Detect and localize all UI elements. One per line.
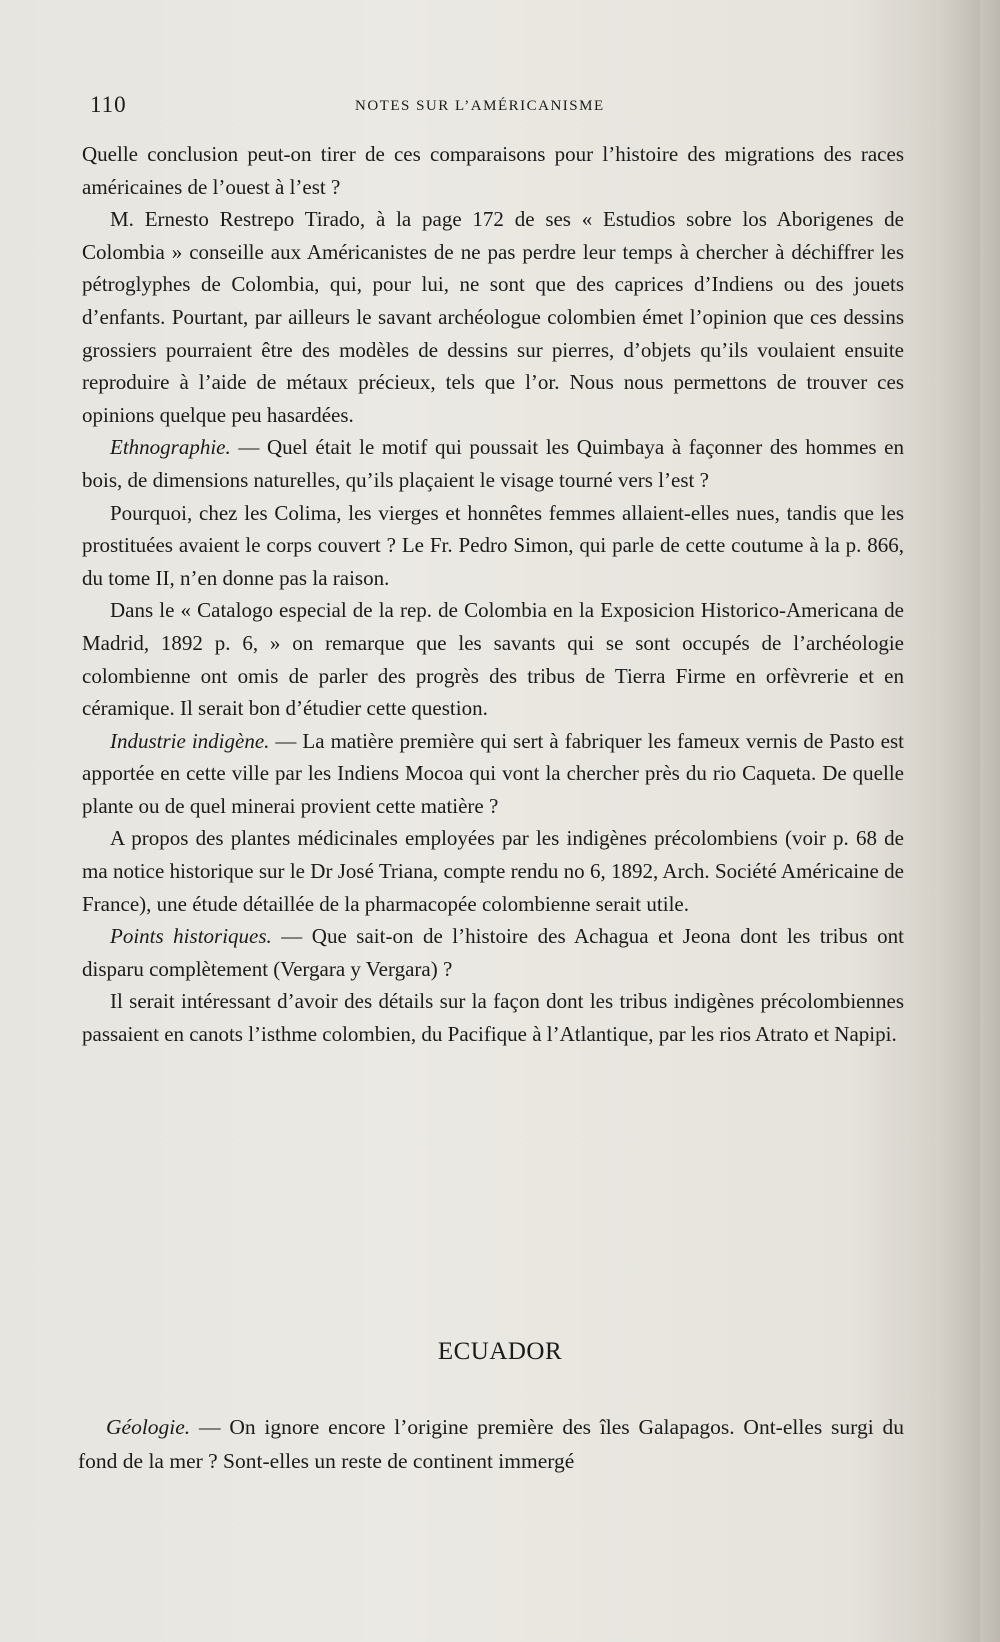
page-number: 110 xyxy=(90,92,127,117)
paragraph xyxy=(82,138,904,203)
paragraph xyxy=(82,431,904,496)
paragraph-text: — Quel était le motif qui poussait les Quimbaya à façonner des hommes en bois, de dimensions naturelles, qu’ils plaçaient le visage tourné vers l’est ? xyxy=(82,435,904,492)
paragraph-text: — On ignore encore l’origine première des îles Galapagos. Ont-elles surgi du fond de la mer ? Sont-elles un reste de continent immergé xyxy=(78,1415,904,1473)
paragraph xyxy=(78,1410,904,1478)
running-head: NOTES SUR L’AMÉRICANISME xyxy=(355,98,605,114)
paragraph xyxy=(82,497,904,595)
paragraph-text: A propos des plantes médicinales employées par les indigènes précolombiens (voir p. 68 de ma notice historique sur le Dr José Triana, compte rendu no 6, 1892, Arch. Société Américaine de France), une étude détaillée de la pharmacopée colombienne serait utile. xyxy=(82,826,904,916)
body-text xyxy=(82,138,904,1051)
paragraph-text: Quelle conclusion peut-on tirer de ces comparaisons pour l’histoire des migrations des races américaines de l’ouest à l’est ? xyxy=(82,142,904,199)
paragraph xyxy=(82,725,904,823)
section-heading: ECUADOR xyxy=(437,1338,563,1365)
paragraph-text: Il serait intéressant d’avoir des détails sur la façon dont les tribus indigènes précolombiennes passaient en canots l’isthme colombien, du Pacifique à l’Atlantique, par les rios Atrato et Napipi. xyxy=(82,989,904,1047)
page-header xyxy=(90,92,910,122)
paragraph-text: — La matière première qui sert à fabriquer les fameux vernis de Pasto est apportée en cette ville par les Indiens Mocoa qui vont la chercher près du rio Caqueta. De quelle plante ou de quel minerai provient cette matière ? xyxy=(82,728,904,818)
section-text xyxy=(78,1410,904,1478)
paragraph-text: Dans le « Catalogo especial de la rep. de Colombia en la Exposicion Historico-Americana de Madrid, 1892 p. 6, » on remarque que les savants qui se sont occupés de l’archéologie colombienne ont omis de parler des progrès des tribus de Tierra Firme en orfèvrerie et en céramique. Il serait bon d’étudier cette question. xyxy=(82,598,904,721)
paragraph xyxy=(82,203,904,431)
paragraph xyxy=(82,822,904,920)
paragraph xyxy=(82,594,904,724)
paragraph-lead: Géologie. xyxy=(106,1415,191,1439)
page-gutter-shadow xyxy=(940,0,980,1642)
paragraph-text: — Que sait-on de l’histoire des Achagua et Jeona dont les tribus ont disparu complètement (Vergara y Vergara) ? xyxy=(82,924,904,981)
paragraph-lead: Ethnographie. xyxy=(110,435,231,460)
paragraph-text: M. Ernesto Restrepo Tirado, à la page 172 de ses « Estudios sobre los Aborigenes de Colombia » conseille aux Américanistes de ne pas perdre leur temps à chercher à déchiffrer les pétroglyphes de Colombia, qui, pour lui, ne sont que des caprices d’Indiens ou des jouets d’enfants. Pourtant, par ailleurs le savant archéologue colombien émet l’opinion que ces dessins grossiers pourraient être des modèles de dessins sur pierres, d’objets qu’ils voulaient ensuite reproduire à l’aide de métaux précieux, tels que l’or. Nous nous permettons de trouver ces opinions quelque peu hasardées. xyxy=(82,207,904,427)
paragraph-lead: Points historiques. xyxy=(110,924,272,949)
paragraph xyxy=(82,920,904,985)
paragraph xyxy=(82,985,904,1050)
paragraph-text: Pourquoi, chez les Colima, les vierges et honnêtes femmes allaient-elles nues, tandis que les prostituées avaient le corps couvert ? Le Fr. Pedro Simon, qui parle de cette coutume à la p. 866, du tome II, n’en donne pas la raison. xyxy=(82,500,904,590)
paragraph-lead: Industrie indigène. xyxy=(110,728,270,753)
